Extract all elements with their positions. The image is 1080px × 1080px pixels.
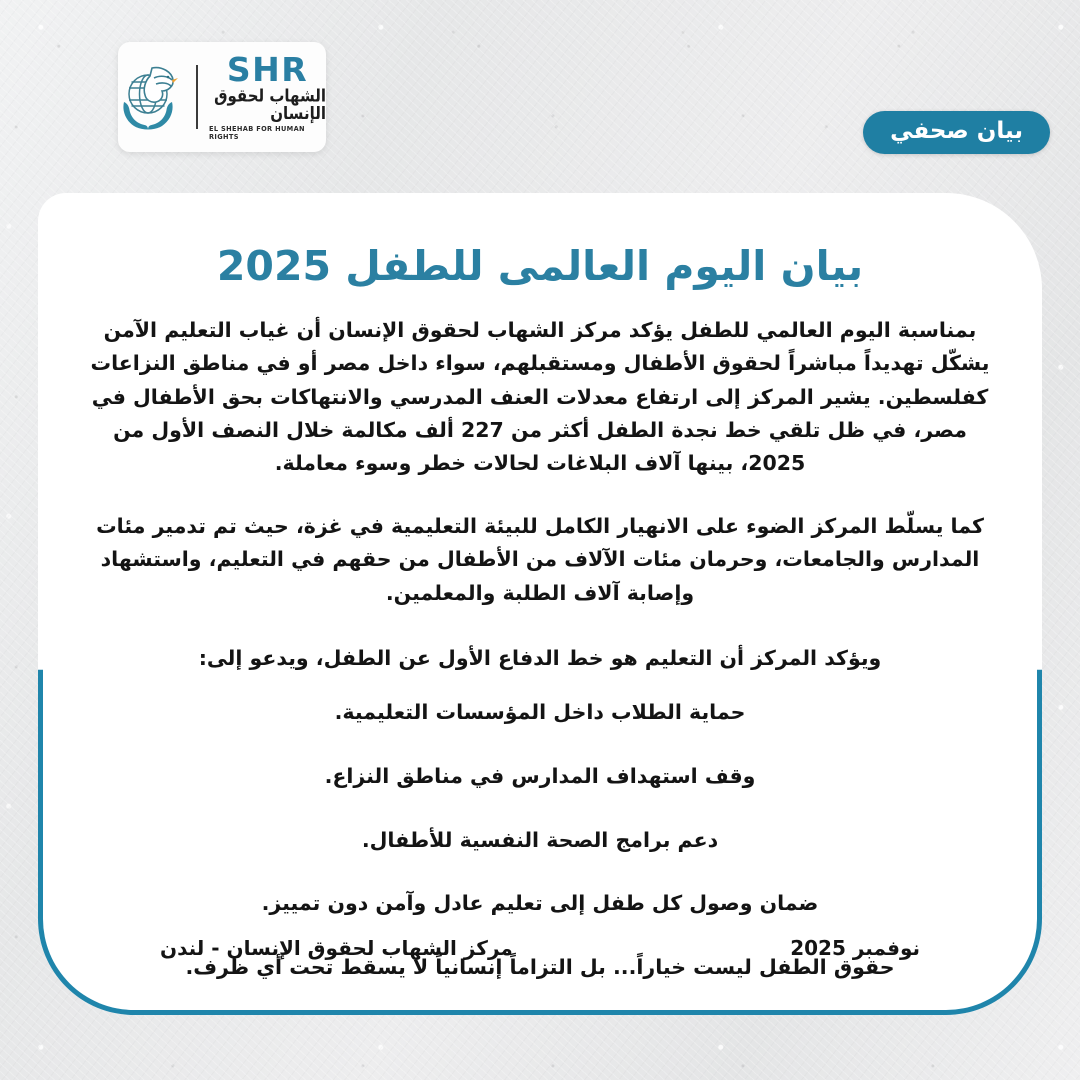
dove-globe-hands-icon [118,58,190,136]
closing-statement: حقوق الطفل ليست خياراً... بل التزاماً إنسانياً لا يسقط تحت أي ظرف. [185,955,895,980]
paragraph-1: بمناسبة اليوم العالمي للطفل يؤكد مركز الشهاب لحقوق الإنسان أن غياب التعليم الآمن يشكّل تهديداً مباشراً لحقوق الأطفال ومستقبلهم، سواء داخل مصر أو في مناطق النزاعات كفلسطين. يشير المركز إلى ارتفاع معدلات العنف المدرسي والانتهاكات بحق الأطفال في مصر، في ظل تلقي خط نجدة الطفل أكثر من 227 ألف مكالمة خلال النصف الأول من 2025، بينها آلاف البلاغات لحالات خطر وسوء معاملة. [90,318,990,476]
logo-wordmark [209,50,326,141]
press-release-badge: بيان صحفي [863,111,1050,154]
statement-footer [90,935,990,961]
statement-card-content [38,193,1042,1015]
statement-card [38,193,1042,1015]
demand-item: حماية الطلاب داخل المؤسسات التعليمية. [334,700,746,725]
demand-item: دعم برامج الصحة النفسية للأطفال. [361,827,719,852]
logo-divider [196,65,198,129]
demand-item: ضمان وصول كل طفل إلى تعليم عادل وآمن دون تمييز. [261,891,819,916]
logo-english-name: EL SHEHAB FOR HUMAN RIGHTS [209,125,305,141]
logo-acronym: SHR [226,50,309,89]
footer-date: نوفمبر 2025 [790,936,920,960]
demands-list [90,697,990,919]
footer-organization: مركز الشهاب لحقوق الإنسان - لندن [160,936,513,960]
page-header [0,0,1080,190]
demands-lead-in: ويؤكد المركز أن التعليم هو خط الدفاع الأول عن الطفل، ويدعو إلى: [198,645,882,670]
logo-arabic-name: الشهاب لحقوق الإنسان [214,85,326,124]
paragraph-2: كما يسلّط المركز الضوء على الانهيار الكامل للبيئة التعليمية في غزة، حيث تم تدمير مئات المدارس والجامعات، وحرمان مئات الآلاف من الأطفال من حقهم في التعليم، واستشهاد وإصابة آلاف الطلبة والمعلمين. [96,514,984,605]
demand-item: وقف استهداف المدارس في مناطق النزاع. [324,763,756,788]
organization-logo [118,42,326,152]
page-title: بيان اليوم العالمى للطفل 2025 [216,242,864,290]
